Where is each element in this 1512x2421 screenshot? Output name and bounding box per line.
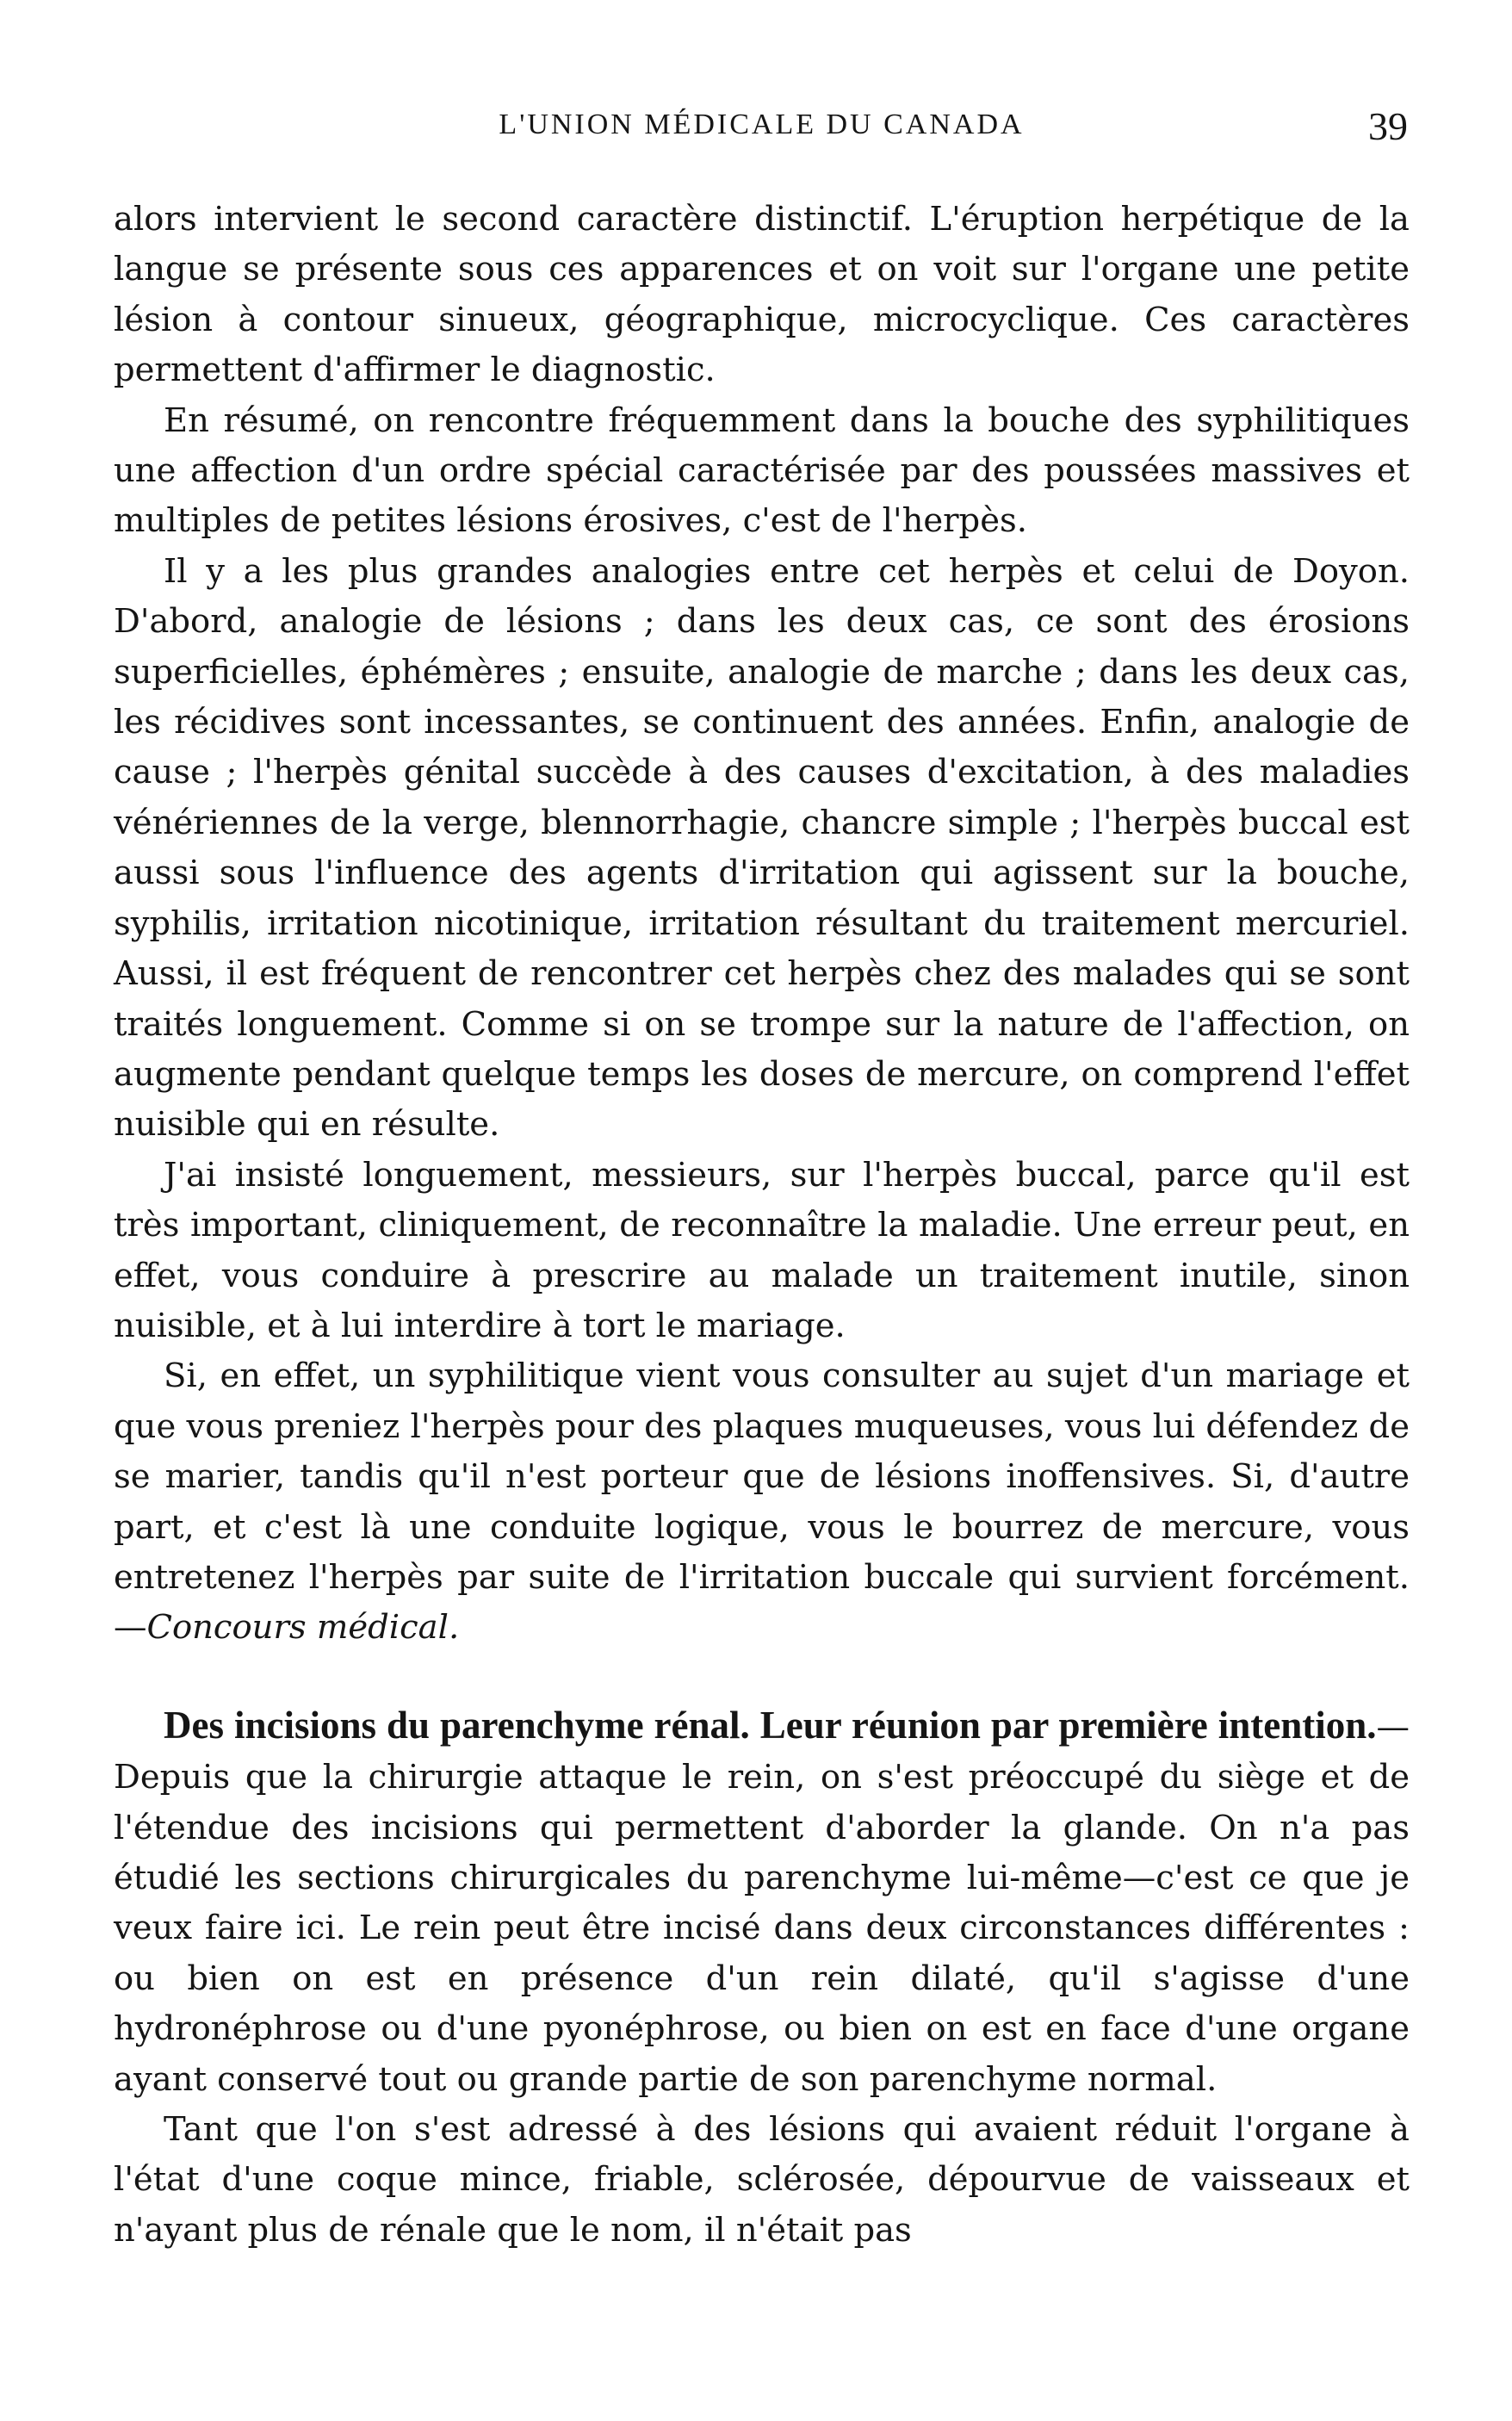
page-number: 39 (1368, 104, 1408, 148)
page (114, 103, 1410, 2256)
section-divider-space (114, 1654, 1410, 1700)
running-header (114, 103, 1410, 172)
paragraph-insistence: J'ai insisté longuement, messieurs, sur l'herpès buccal, parce qu'il est très important, cliniquement, de reconnaître la maladie. Une erreur peut, en effet, vous conduire à prescrire au malade un traitement inutile, sinon nuisible, et à lui interdire à tort le mariage. (114, 1155, 1410, 1345)
article-first-paragraph (114, 1700, 1410, 2105)
journal-title: L'UNION MÉDICALE DU CANADA (499, 109, 1025, 140)
source-citation: Concours médical. (146, 1608, 460, 1648)
paragraph-analogies: Il y a les plus grandes analogies entre cet herpès et celui de Doyon. D'abord, analogie de lésions ; dans les deux cas, ce sont des érosions superficielles, éphémères ; ensuite, analogie de marche ; dans les deux cas, les récidives sont incessantes, se continuent des années. Enfin, analogie de cause ; l'herpès génital succède à des causes d'excitation, à des maladies vénériennes de la verge, blennorrhagie, chancre simple ; l'herpès buccal est aussi sous l'influence des agents d'irritation qui agissent sur la bouche, syphilis, irritation nicotinique, irritation résultant du traitement mercuriel. Aussi, il est fréquent de rencontrer cet herpès chez des malades qui se sont traités longuement. Comme si on se trompe sur la nature de l'affection, on augmente pendant quelque temps les doses de mercure, on comprend l'effet nuisible qui en résulte. (114, 551, 1410, 1145)
paragraph-summary: En résumé, on rencontre fréquemment dans la bouche des syphilitiques une affection d'un ordre spécial caractérisée par des poussées massives et multiples de petites lésions érosives, c'est de l'herpès. (114, 400, 1410, 541)
article-second-paragraph: Tant que l'on s'est adressé à des lésions qui avaient réduit l'organe à l'état d'une coque mince, friable, sclérosée, dépourvue de vaisseaux et n'ayant plus de rénale que le nom, il n'était pas (114, 2110, 1410, 2250)
conclusion-text: Si, en effet, un syphilitique vient vous consulter au sujet d'un mariage et que vous preniez l'herpès pour des plaques muqueuses, vous lui défendez de se marier, tandis qu'il n'est porteur que de lésions inoffensives. Si, d'autre part, et c'est là une conduite logique, vous le bourrez de mercure, vous entretenez l'herpès par suite de l'irritation buccale qui survient forcément.— (114, 1356, 1410, 1648)
paragraph-conclusion (114, 1351, 1410, 1653)
article-lead-text: —Depuis que la chirurgie attaque le rein, on s'est préoccupé du siège et de l'étendue des incisions qui permettent d'aborder la glande. On n'a pas étudié les sections chirurgicales du parenchyme lui-même—c'est ce que je veux faire ici. Le rein peut être incisé dans deux circonstances différentes : ou bien on est en présence d'un rein dilaté, qu'il s'agisse d'une hydronéphrose ou d'une pyonéphrose, ou bien on est en face d'une organe ayant conservé tout ou grande partie de son parenchyme normal. (114, 1707, 1410, 2099)
article-heading: Des incisions du parenchyme rénal. Leur réunion par première intention. (164, 1703, 1377, 1747)
paragraph-continuation: alors intervient le second caractère distinctif. L'éruption herpétique de la langue se présente sous ces apparences et on voit sur l'organe une petite lésion à contour sinueux, géographique, microcyclique. Ces caractères permettent d'affirmer le diagnostic. (114, 200, 1410, 390)
